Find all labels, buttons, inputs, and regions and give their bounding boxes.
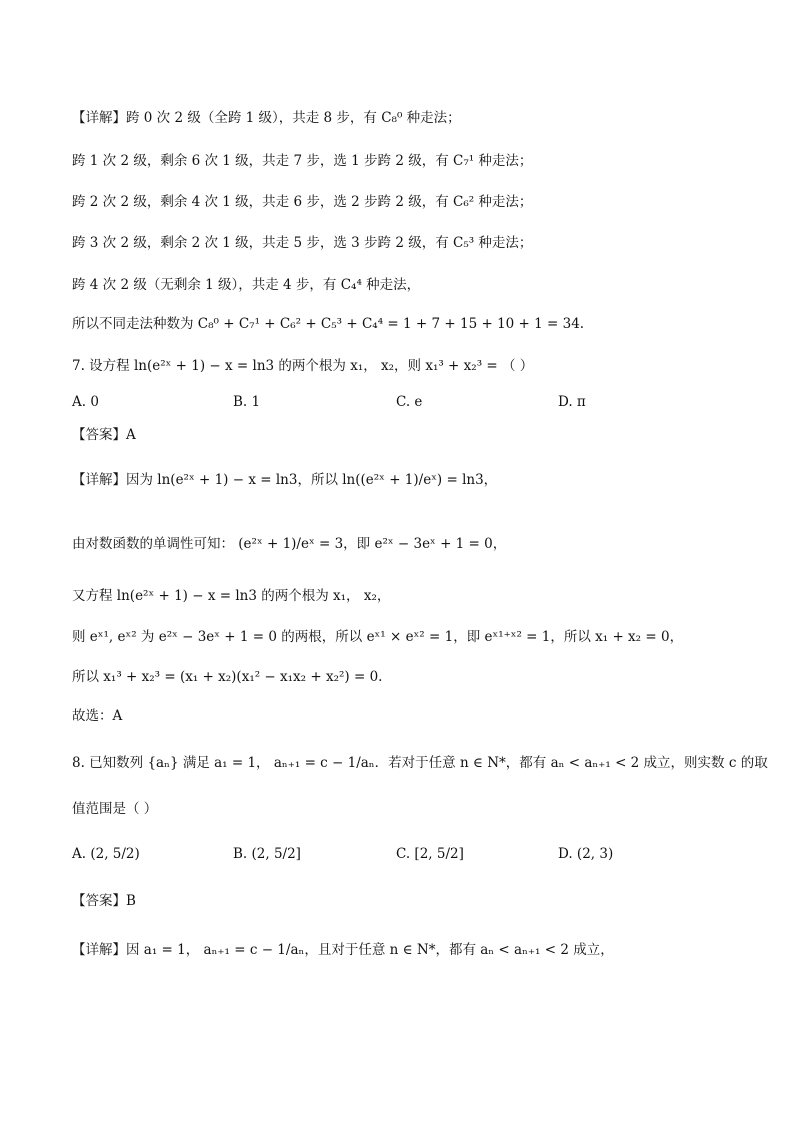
text-line: 跨 2 次 2 级，剩余 4 次 1 级，共走 6 步，选 2 步跨 2 级，有 C₆² 种走法；	[72, 194, 533, 210]
option-a: A. 0	[72, 394, 99, 410]
text-line: 【详解】因 a₁ = 1， aₙ₊₁ = c − 1/aₙ，且对于任意 n ∈ N*，都有 aₙ < aₙ₊₁ < 2 成立，	[72, 942, 614, 958]
text-line: 跨 3 次 2 级，剩余 2 次 1 级，共走 5 步，选 3 步跨 2 级，有 C₅³ 种走法；	[72, 235, 533, 251]
answer-label: 【答案】B	[72, 893, 136, 909]
option-a: A. (2, 5/2)	[72, 846, 140, 862]
option-b: B. 1	[233, 394, 261, 410]
question-8-text: 8. 已知数列 {aₙ} 满足 a₁ = 1， aₙ₊₁ = c − 1/aₙ．若对于任意 n ∈ N*，都有 aₙ < aₙ₊₁ < 2 成立，则实数 c 的取	[72, 755, 768, 771]
text-line: 【详解】因为 ln(e²ˣ + 1) − x = ln3，所以 ln((e²ˣ + 1)/eˣ) = ln3，	[72, 472, 498, 488]
option-b: B. (2, 5/2]	[233, 846, 301, 862]
text-line: 所以 x₁³ + x₂³ = (x₁ + x₂)(x₁² − x₁x₂ + x₂²) = 0.	[72, 669, 383, 685]
option-d: D. π	[558, 394, 586, 410]
question-8-text-cont: 值范围是（ ）	[72, 801, 158, 817]
text-line: 【详解】跨 0 次 2 级（全跨 1 级），共走 8 步，有 C₈⁰ 种走法；	[72, 110, 461, 126]
option-d: D. (2, 3)	[558, 846, 614, 862]
text-line: 所以不同走法种数为 C₈⁰ + C₇¹ + C₆² + C₅³ + C₄⁴ = 1 + 7 + 15 + 10 + 1 = 34.	[72, 316, 585, 332]
text-line: 又方程 ln(e²ˣ + 1) − x = ln3 的两个根为 x₁， x₂，	[72, 588, 391, 604]
option-c: C. e	[396, 394, 423, 410]
text-line: 则 eˣ¹, eˣ² 为 e²ˣ − 3eˣ + 1 = 0 的两根，所以 eˣ¹ × eˣ² = 1，即 eˣ¹⁺ˣ² = 1，所以 x₁ + x₂ = 0，	[72, 629, 684, 645]
option-c: C. [2, 5/2]	[396, 846, 464, 862]
text-line: 故选：A	[72, 708, 123, 724]
text-line: 跨 4 次 2 级（无剩余 1 级），共走 4 步，有 C₄⁴ 种走法，	[72, 277, 421, 293]
text-line: 由对数函数的单调性可知： (e²ˣ + 1)/eˣ = 3，即 e²ˣ − 3eˣ + 1 = 0，	[72, 536, 507, 552]
answer-label: 【答案】A	[72, 427, 136, 443]
text-line: 跨 1 次 2 级，剩余 6 次 1 级，共走 7 步，选 1 步跨 2 级，有 C₇¹ 种走法；	[72, 153, 533, 169]
question-7-text: 7. 设方程 ln(e²ˣ + 1) − x = ln3 的两个根为 x₁， x₂，则 x₁³ + x₂³ = （ ）	[72, 358, 534, 374]
